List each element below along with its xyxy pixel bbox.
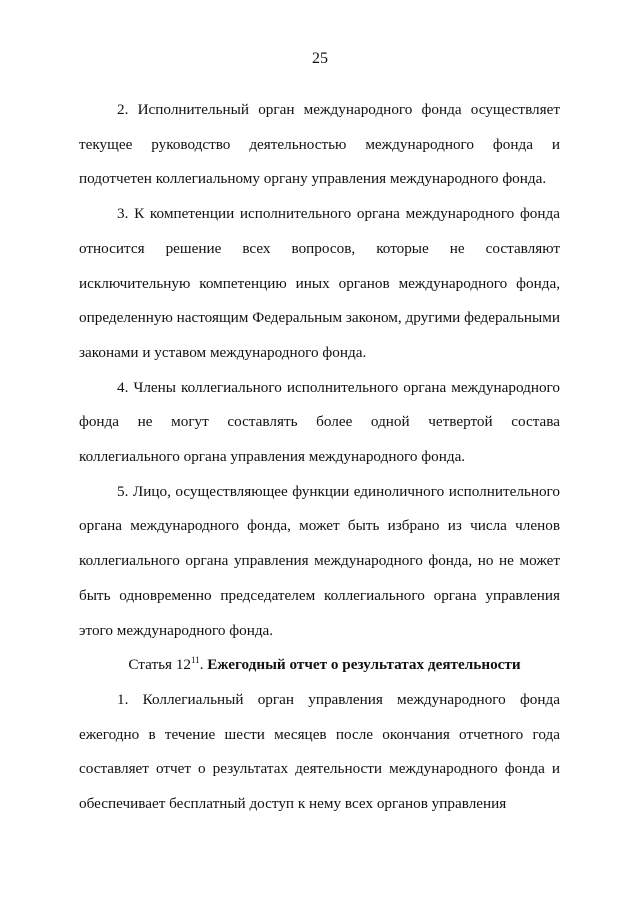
article-paragraph-1: 1. Коллегиальный орган управления международного фонда ежегодно в течение шести месяцев после окончания отчетного года составляет отчет о результатах деятельности международного фонда и обеспечивает бесплатный доступ к нему всех органов управления xyxy=(79,690,560,813)
article-heading xyxy=(79,648,560,683)
paragraph-2: 2. Исполнительный орган международного фонда осуществляет текущее руководство деятельностью международного фонда и подотчетен коллегиальному органу управления международного фонда. xyxy=(79,101,560,188)
page-number: 25 xyxy=(312,50,328,67)
document-body xyxy=(79,93,560,822)
article-number-dot: . xyxy=(199,656,204,674)
article-title: Ежегодный отчет о результатах деятельности xyxy=(207,656,521,674)
paragraph-3: 3. К компетенции исполнительного органа международного фонда относится решение всех вопросов, которые не составляют исключительную компетенцию иных органов международного фонда, определенную настоящим Федеральным законом, другими федеральными законами и уставом международного фонда. xyxy=(79,205,560,361)
paragraph-4: 4. Члены коллегиального исполнительного органа международного фонда не могут составлять более одной четвертой состава коллегиального органа управления международного фонда. xyxy=(79,378,560,466)
article-number: Статья 12 xyxy=(128,656,192,674)
article-number-superscript: 11 xyxy=(191,655,200,666)
paragraph-5: 5. Лицо, осуществляющее функции единоличного исполнительного органа международного фонда, может быть избрано из числа членов коллегиального органа управления международного фонда, но не может быть одновременно председателем коллегиального органа управления этого международного фонда. xyxy=(79,482,560,639)
